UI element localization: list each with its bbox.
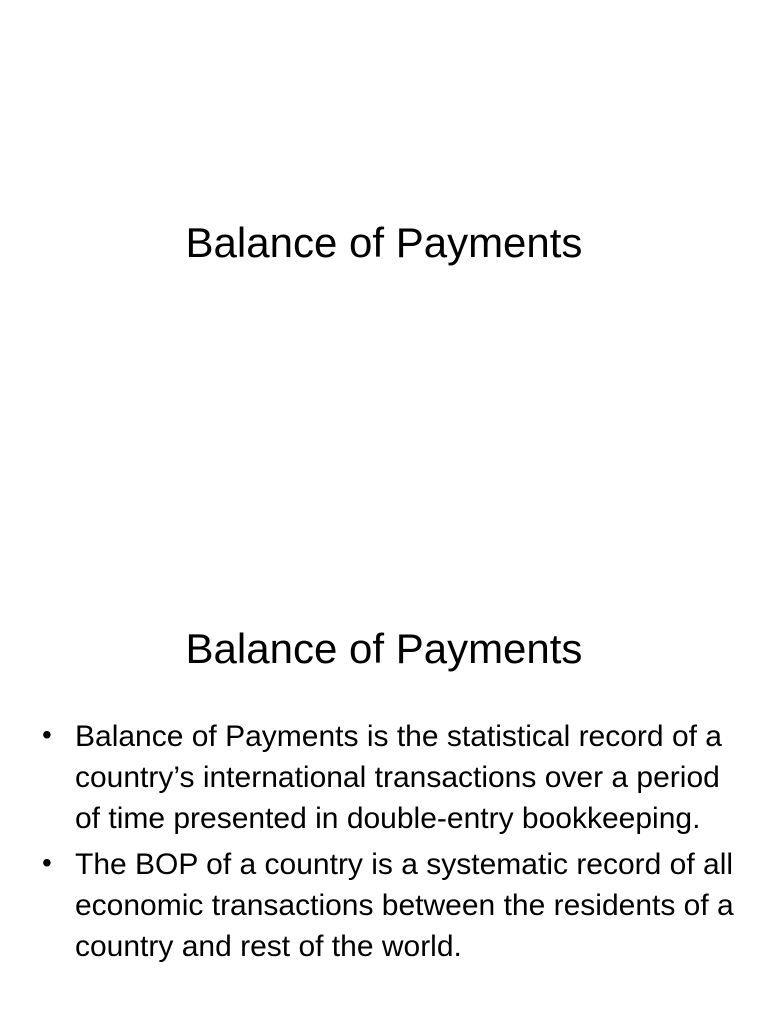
bullet-icon: • [42,847,52,878]
bullet-item [38,716,738,839]
slide-title: Balance of Payments [185,219,583,266]
bullet-text: Balance of Payments is the statistical record of a country’s international transactions over a period of time presented in double-entry bookkeeping. [75,720,722,835]
bullet-text: The BOP of a country is a systematic record of all economic transactions between the residents of a country and rest of the world. [75,848,734,963]
bullet-list [38,716,738,972]
bullet-icon: • [42,719,52,750]
bullet-item [38,844,738,967]
title-slide [0,0,768,450]
content-slide [0,576,768,1024]
slide-title: Balance of Payments [185,625,583,672]
